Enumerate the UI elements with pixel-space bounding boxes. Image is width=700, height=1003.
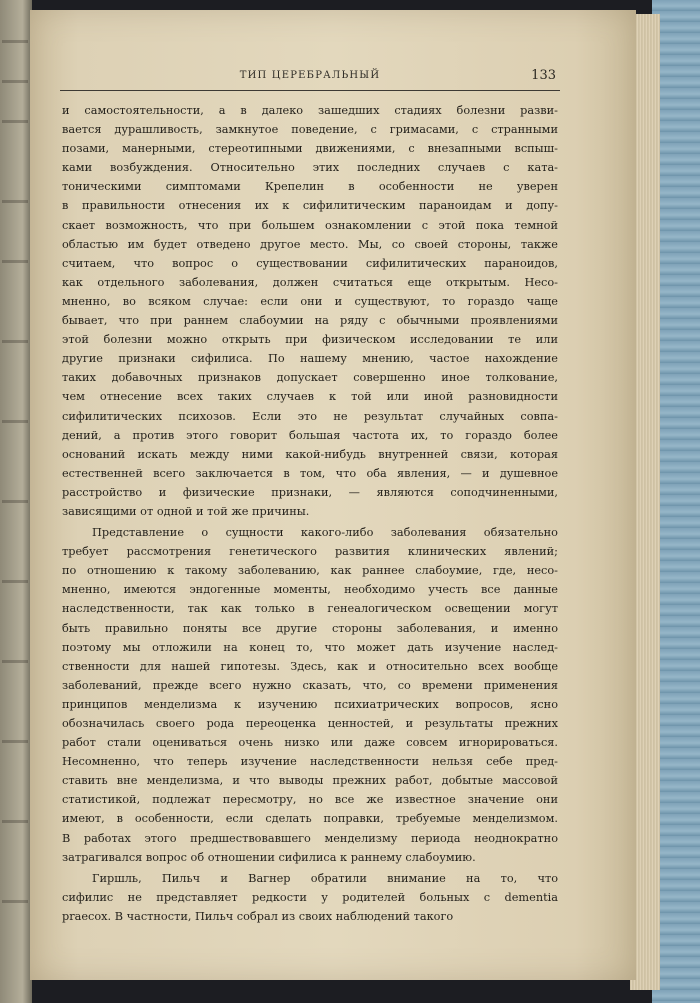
text-line: по отношению к такому заболеванию, как раннее слабоумие, где, несо- (62, 564, 558, 578)
facing-page-text-trace (2, 200, 28, 203)
text-line: praecox. В частности, Пильч собрал из своих наблюдений такого (62, 909, 454, 923)
text-line: статистикой, подлежат пересмотру, но все же известное значение они (62, 793, 558, 807)
text-line: Несомненно, что теперь изучение наследственности нельзя себе пред- (62, 755, 558, 769)
text-line: как отдельного заболевания, должен считаться еще открытым. Несо- (62, 275, 558, 289)
facing-page-text-trace (2, 580, 28, 583)
facing-page-text-trace (2, 120, 28, 123)
text-line: ственности для нашей гипотезы. Здесь, как и относительно всех вообще (62, 659, 558, 673)
text-line: принципов менделизма к изучению психиатрических вопросов, ясно (62, 697, 558, 711)
text-line: имеют, в особенности, если сделать поправки, требуемые менделизмом. (62, 812, 558, 826)
text-line: бывает, что при раннем слабоумии на ряду с обычными проявлениями (62, 314, 558, 328)
text-line: скает возможность, что при большем ознакомлении с этой пока темной (62, 218, 558, 232)
text-line: в правильности отнесения их к сифилитическим параноидам и допу- (62, 199, 558, 213)
facing-page-edge (0, 0, 32, 1003)
text-line: работ стали оцениваться очень низко или даже совсем игнорироваться. (62, 736, 558, 750)
page-number: 133 (531, 68, 556, 83)
text-line: тоническими симптомами Крепелин в особенности не уверен (62, 180, 558, 194)
text-line: сифилис не представляет редкости у родителей больных с dementia (62, 890, 558, 904)
text-line: расстройство и физические признаки, — являются соподчиненными, (62, 485, 558, 499)
text-line: В работах этого предшествовавшего менделизму периода неоднократно (62, 831, 558, 845)
text-line: заболеваний, прежде всего нужно сказать, что, со времени применения (62, 678, 558, 692)
text-line: и самостоятельности, а в далеко зашедших стадиях болезни разви- (62, 104, 558, 117)
text-line: другие признаки сифилиса. По нашему мнению, частое нахождение (62, 352, 558, 366)
text-line: мненно, во всяком случае: если они и существуют, то гораздо чаще (62, 294, 558, 308)
text-line: затрагивался вопрос об отношении сифилиса к раннему слабоумию. (62, 850, 476, 864)
text-line: вается дурашливость, замкнутое поведение, с гримасами, с странными (62, 123, 558, 137)
text-line: считаем, что вопрос о существовании сифилитических параноидов, (62, 256, 558, 270)
text-line: дений, а против этого говорит большая частота их, то гораздо более (62, 428, 558, 442)
text-line: требует рассмотрения генетического развития клинических явлений; (62, 545, 558, 559)
text-line: наследственности, так как только в генеалогическом освещении могут (62, 602, 558, 616)
paragraph (62, 523, 558, 867)
facing-page-text-trace (2, 80, 28, 83)
text-line: ставить вне менделизма, и что выводы прежних работ, добытые массовой (62, 774, 558, 788)
text-line: этой болезни можно открыть при физическом исследовании те или (62, 333, 558, 347)
facing-page-text-trace (2, 900, 28, 903)
text-line: быть правильно поняты все другие стороны заболевания, и именно (62, 621, 558, 635)
facing-page-text-trace (2, 40, 28, 43)
text-line: Представление о сущности какого-либо заболевания обязательно (92, 526, 558, 540)
text-line: зависящими от одной и той же причины. (62, 504, 310, 518)
facing-page-text-trace (2, 740, 28, 743)
facing-page-text-trace (2, 500, 28, 503)
text-line: обозначилась своего рода переоценка ценностей, и результаты прежних (62, 717, 558, 730)
facing-page-text-trace (2, 820, 28, 823)
body-text (62, 101, 558, 926)
paragraph (62, 869, 558, 926)
running-header (60, 64, 560, 91)
facing-page-text-trace (2, 660, 28, 663)
paragraph (62, 101, 558, 521)
text-line: мненно, имеются эндогенные моменты, необходимо учесть все данные (62, 583, 558, 597)
text-line: чем отнесение всех таких случаев к той или иной разновидности (62, 390, 558, 404)
text-line: ками возбуждения. Относительно этих последних случаев с ката- (62, 161, 558, 175)
facing-page-text-trace (2, 260, 28, 263)
text-line: поэтому мы отложили на конец то, что может дать изучение наслед- (62, 640, 558, 654)
text-line: таких добавочных признаков допускает совершенно иное толкование, (62, 371, 558, 385)
text-line: Гиршль, Пильч и Вагнер обратили внимание на то, что (92, 871, 558, 885)
facing-page-text-trace (2, 340, 28, 343)
text-line: позами, манерными, стереотипными движениями, с внезапными вспыш- (62, 142, 558, 156)
running-title: ТИП ЦЕРЕБРАЛЬНЫЙ (239, 70, 381, 81)
text-line: оснований искать между ними какой-нибудь внутренней связи, которая (62, 447, 558, 461)
facing-page-text-trace (2, 420, 28, 423)
text-line: областью им будет отведено другое место. Мы, со своей стороны, также (62, 237, 558, 251)
text-line: естественней всего заключается в том, что оба явления, — и душевное (62, 466, 558, 480)
text-line: сифилитических психозов. Если это не результат случайных совпа- (62, 409, 558, 423)
